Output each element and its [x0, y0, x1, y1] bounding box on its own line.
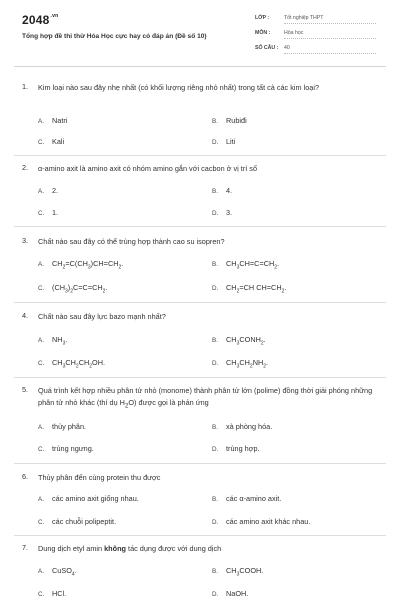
option-a[interactable] [38, 494, 139, 503]
option-text: Liti [226, 137, 236, 146]
option-a[interactable] [38, 335, 67, 346]
question-number: 1. [22, 82, 29, 91]
question-text-emphasis: không [104, 544, 127, 553]
meta-subject-value: Hóa học [284, 30, 304, 36]
option-letter: D. [212, 285, 219, 292]
option-letter: D. [212, 446, 219, 453]
option-text: $CH_3CH_2CH_2OH$. [52, 358, 106, 370]
option-letter: B. [212, 261, 218, 268]
question-text [38, 543, 380, 555]
option-c[interactable] [38, 283, 107, 294]
option-d[interactable] [212, 358, 268, 369]
option-text: $CH_3CH_2NH_2$. [226, 358, 269, 370]
option-text: trùng hợp. [226, 444, 260, 453]
option-letter: B. [212, 424, 218, 431]
question-divider [14, 302, 386, 303]
option-d[interactable] [212, 137, 235, 146]
meta-count-value: 40 [284, 45, 290, 51]
option-c[interactable] [38, 137, 64, 146]
meta-divider [284, 38, 376, 39]
option-b[interactable] [212, 566, 263, 577]
meta-divider [284, 53, 376, 54]
meta-count [255, 45, 380, 57]
option-letter: B. [212, 496, 218, 503]
option-text: 4. [226, 186, 233, 195]
exam-title: Tổng hợp đề thi thử Hóa Học cực hay có đáp án (Đề số 10) [22, 33, 207, 40]
option-text: CuSO$_4$. [52, 566, 77, 578]
option-a[interactable] [38, 186, 58, 195]
option-a[interactable] [38, 259, 123, 270]
option-b[interactable] [212, 335, 266, 346]
logo-suffix: .vn [50, 13, 59, 19]
logo-main: 2048 [22, 13, 50, 27]
option-b[interactable] [212, 186, 232, 195]
option-letter: D. [212, 210, 219, 217]
question-number: 3. [22, 236, 29, 245]
option-letter: A. [38, 424, 44, 431]
option-letter: B. [212, 337, 218, 344]
question-text: Chất nào sau đây có thể trùng hợp thành cao su isopren? [38, 237, 225, 246]
question-divider [14, 535, 386, 536]
question-text: Quá trình kết hợp nhiều phân tử nhỏ (monome) thành phân tử lớn (polime) đồng thời giải phóng những phân tử nhỏ khác (thí dụ $H_2O$) được gọi là phản ứng [38, 386, 373, 409]
option-letter: B. [212, 568, 218, 575]
option-c[interactable] [38, 358, 105, 369]
option-text: xà phòng hóa. [226, 422, 273, 431]
option-text: 2. [52, 186, 59, 195]
option-letter: C. [38, 360, 45, 367]
meta-count-key: SỐ CÂU : [255, 45, 279, 51]
option-text: các chuỗi polipeptit. [52, 517, 117, 526]
option-text: $CH_3CONH_2$. [226, 335, 266, 347]
option-text: NaOH. [226, 589, 249, 598]
option-letter: A. [38, 337, 44, 344]
meta-subject [255, 30, 380, 42]
option-text: các amino axit giống nhau. [52, 494, 139, 503]
option-letter: A. [38, 261, 44, 268]
option-d[interactable] [212, 283, 286, 294]
option-letter: A. [38, 118, 44, 125]
option-letter: C. [38, 139, 45, 146]
question-divider [14, 463, 386, 464]
option-text: Kali [52, 137, 65, 146]
question-text: Thủy phân đến cùng protein thu được [38, 473, 161, 482]
question-text-end: tác dụng được với dung dịch [126, 544, 222, 553]
option-a[interactable] [38, 116, 67, 125]
option-letter: A. [38, 568, 44, 575]
option-text: các amino axit khác nhau. [226, 517, 311, 526]
option-letter: B. [212, 118, 218, 125]
site-logo[interactable] [22, 13, 58, 27]
option-letter: A. [38, 188, 44, 195]
option-text: $CH_3CH=C=CH_2$. [226, 259, 280, 271]
question-text: α-amino axit là amino axit có nhóm amino gắn với cacbon ở vị trí số [38, 164, 258, 173]
option-letter: D. [212, 139, 219, 146]
option-text: 1. [52, 208, 59, 217]
option-letter: D. [212, 519, 219, 526]
question-text: Kim loại nào sau đây nhẹ nhất (có khối lượng riêng nhỏ nhất) trong tất cả các kim loại? [38, 83, 320, 92]
option-letter: C. [38, 210, 45, 217]
option-b[interactable] [212, 494, 281, 503]
option-text: trùng ngưng. [52, 444, 94, 453]
option-text: Natri [52, 116, 68, 125]
question-divider [14, 226, 386, 227]
option-letter: B. [212, 188, 218, 195]
question-number: 6. [22, 472, 29, 481]
option-b[interactable] [212, 422, 272, 431]
question-text: Chất nào sau đây lực bazo mạnh nhất? [38, 312, 166, 321]
option-a[interactable] [38, 566, 77, 577]
question-divider [14, 155, 386, 156]
option-a[interactable] [38, 422, 86, 431]
option-text: $(CH_3)_2C=C=CH_2$. [52, 283, 108, 295]
header-divider [14, 66, 386, 67]
option-text: $CH_3COOH$. [226, 566, 264, 578]
option-letter: C. [38, 285, 45, 292]
option-text: các α-amino axit. [226, 494, 282, 503]
option-d[interactable] [212, 444, 260, 453]
option-letter: D. [212, 591, 219, 598]
option-text: $NH_3$. [52, 335, 68, 347]
meta-class-value: Tốt nghiệp THPT [284, 15, 324, 21]
option-d[interactable] [212, 589, 248, 598]
option-text: 3. [226, 208, 233, 217]
option-text: HCl. [52, 589, 67, 598]
option-text: $CH_2=CH$ $CH=CH_2$. [226, 283, 287, 295]
option-b[interactable] [212, 259, 279, 270]
page-header [0, 0, 400, 64]
option-text: $CH_2=C(CH_3)CH=CH_2$. [52, 259, 124, 271]
question-number: 5. [22, 385, 29, 394]
option-c[interactable] [38, 208, 58, 217]
option-letter: C. [38, 591, 45, 598]
meta-subject-key: MÔN : [255, 30, 271, 36]
question-divider [14, 377, 386, 378]
option-text: Rubiđi [226, 116, 247, 125]
option-d[interactable] [212, 517, 310, 526]
option-text: thủy phân. [52, 422, 87, 431]
option-c[interactable] [38, 517, 116, 526]
option-c[interactable] [38, 444, 94, 453]
option-letter: C. [38, 519, 45, 526]
option-c[interactable] [38, 589, 66, 598]
question-number: 4. [22, 311, 29, 320]
meta-class [255, 15, 380, 27]
meta-divider [284, 23, 376, 24]
option-letter: C. [38, 446, 45, 453]
meta-class-key: LỚP : [255, 15, 270, 21]
option-letter: A. [38, 496, 44, 503]
option-d[interactable] [212, 208, 232, 217]
option-letter: D. [212, 360, 219, 367]
question-number: 7. [22, 543, 29, 552]
option-b[interactable] [212, 116, 247, 125]
question-text-start: Dung dịch etyl amin [38, 544, 105, 553]
question-number: 2. [22, 163, 29, 172]
